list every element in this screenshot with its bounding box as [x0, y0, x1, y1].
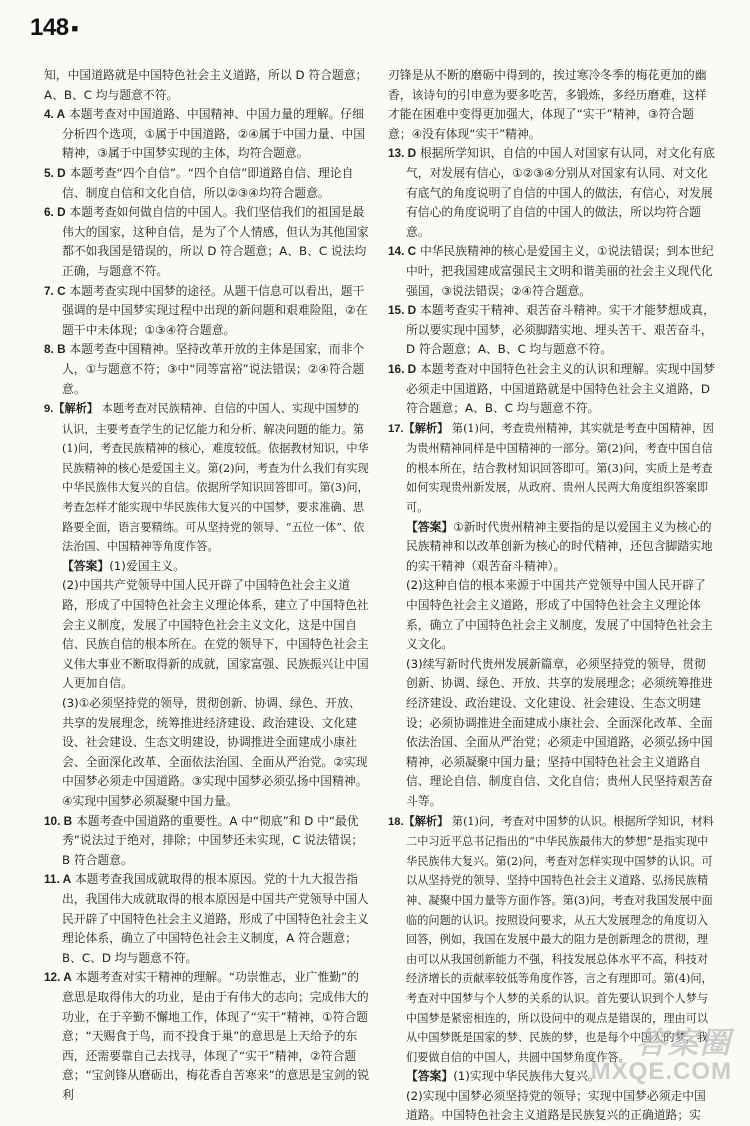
answer-tag: 【答案】: [406, 519, 454, 534]
left-column: [44, 66, 370, 1105]
item-number: 17.【解析】: [388, 422, 449, 435]
watermark-logo: [591, 1018, 732, 1086]
item-text: 本题考查“四个自信”。“四个自信”即道路自信、理论自信、制度自信和文化自信，所以②③④均符合题意。: [62, 165, 354, 200]
item-text: 本题考查对中国道路、中国精神、中国力量的理解。仔细分析四个选项，①属于中国道路，②④属于中国力量、中国精神，③属于中国梦实现的主体，均符合题意。: [62, 107, 366, 161]
answer-paragraph: (3)续写新时代贵州发展新篇章，必须坚持党的领导，贯彻创新、协调、绿色、开放、共享的发展理念；必须统筹推进经济建设、政治建设、文化建设、社会建设、生态文明建设；必须协调推进全面建成小康社会、全面深化改革、全面依法治国、全面从严治党；必须走中国道路，必须弘扬中国精神，必须凝聚中国力量；坚持中国特色社会主义道路自信、理论自信、制度自信、文化自信；贵州人民坚持艰苦奋斗等。: [406, 656, 713, 808]
answer-item: [388, 419, 716, 518]
item-number: 14. C: [388, 244, 417, 259]
right-column: [388, 66, 716, 1126]
watermark-logo-text: 答案圈: [636, 1027, 732, 1060]
answer-paragraph: (2)中国共产党领导中国人民开辟了中国特色社会主义道路，形成了中国特色社会主义理论体系，建立了中国特色社会主义制度，发展了中国特色社会主义文化，这是中国自信、民族自信的根本所在。在党的领导下，中国特色社会主义伟大事业不断取得新的成就，国家富强、民族振兴让中国人更加自信。: [62, 578, 369, 691]
answer-block: [44, 557, 370, 577]
item-text: 中华民族精神的核心是爱国主义，①说法错误；到本世纪中叶，把我国建成富强民主文明和谐美丽的社会主义现代化强国，③说法错误；②④符合题意。: [406, 244, 714, 298]
watermark-url: MXQE.COM: [590, 1058, 732, 1085]
page-number: 148 ■: [30, 14, 78, 41]
item-text: 本题考查中国道路的重要性。A 中“彻底”和 D 中“最优秀”说法过于绝对，排除；中国梦还未实现，C 说法错误；B 符合题意。: [62, 813, 364, 867]
answer-text: (1)实现中华民族伟大复兴。: [453, 1069, 600, 1084]
page-number-marker: ■: [71, 22, 78, 35]
item-text: 本题考查实干精神、艰苦奋斗精神。实干才能梦想成真，所以要实现中国梦，必须脚踏实地、埋头苦干、艰苦奋斗，D 符合题意；A、B、C 均与题意不符。: [406, 303, 715, 357]
continued-text: 知，中国道路就是中国特色社会主义道路，所以 D 符合题意；A、B、C 均与题意不符。: [44, 68, 368, 102]
answer-item: [388, 360, 716, 419]
item-number: 8. B: [44, 342, 66, 357]
answer-tag: 【答案】: [62, 558, 110, 573]
answer-paragraph: (3)①必须坚持党的领导，贯彻创新、协调、绿色、开放、共享的发展理念，统筹推进经济建设、政治建设、文化建设、社会建设、生态文明建设，协调推进全面建成小康社会、全面深化改革、全面依法治国、全面从严治党。②实现中国梦必须走中国道路。③实现中国梦必须弘扬中国精神。④实现中国梦必须凝聚中国力量。: [62, 696, 368, 808]
answer-item: [44, 968, 370, 1105]
item-text: 第(1)问，考查贵州精神，其实就是考查中国精神，因为贵州精神同样是中国精神的一部分。第(2)问，考查中国自信的根本所在，结合教材知识回答即可。第(3)问，实质上是考查如何实现贵州新发展，从政府、贵州人民两大角度组织答案即可。: [406, 421, 714, 515]
item-number: 7. C: [44, 283, 66, 298]
answer-item: [44, 399, 370, 557]
item-number: 10. B: [44, 813, 73, 828]
item-number: 11. A: [44, 872, 72, 887]
item-number: 5. D: [44, 165, 66, 180]
item-text: 本题考查对实干精神的理解。“功崇惟志，业广惟勤”的意思是取得伟大的功业，是由于有伟大的志向；完成伟大的功业，在于辛勤不懈地工作，体现了“实干”精神，①符合题意；“天赐食于鸟，而不投食于巢”的意思是上天给予的东西，还需要靠自己去找寻，体现了“实干”精神，②符合题意；“宝剑锋从磨砺出，梅花香自苦寒来”的意思是宝剑的锐利: [62, 970, 370, 1102]
item-text: 第(1)问，考查对中国梦的认识。根据所学知识，材料二中习近平总书记指出的“中华民族最伟大的梦想”是指实现中华民族伟大复兴。第(2)问，考查对怎样实现中国梦的认识。可以从坚持党的领导、坚持中国特色社会主义道路、弘扬民族精神、凝聚中国力量等方面作答。第(3)问，考查对我国发展中面临的问题的认识。按照设问要求，从五大发展理念的角度切入回答，例如，我国在发展中最大的阻力是创新理念的贯彻，理由可以从我国创新能力不强，科技发展总体水平不高，科技对经济增长的贡献率较低等角度作答，言之有理即可。第(4)问，考查对中国梦与个人梦的关系的认识。首先要认识到个人梦与中国梦是紧密相连的，所以设问中的观点是错误的，理由可以从中国梦既是国家的梦、民族的梦，也是每个中国人的梦，我们要做自信的中国人，共圆中国梦角度作答。: [406, 814, 714, 1064]
item-text: 本题考查我国成就取得的根本原因。党的十九大报告指出，我国伟大成就取得的根本原因是中国共产党领导中国人民开辟了中国特色社会主义道路，形成了中国特色社会主义理论体系，确立了中国特色社会主义制度，A 符合题意；B、C、D 均与题意不符。: [62, 872, 369, 965]
answer-text: ①新时代贵州精神主要指的是以爱国主义为核心的民族精神和以改革创新为核心的时代精神，还包含脚踏实地的实干精神（艰苦奋斗精神）。: [406, 519, 713, 573]
answer-tag: 【答案】: [406, 1069, 454, 1084]
item-number: 9.【解析】: [44, 403, 99, 416]
answer-item: [44, 282, 370, 341]
answer-text: (1)爱国主义。: [109, 558, 185, 573]
item-number: 13. D: [388, 146, 417, 161]
item-text: 本题考查如何做自信的中国人。我们坚信我们的祖国是最伟大的国家，这种自信，是为了个人情感，但认为其他国家都不如我国是错误的，所以 D 符合题意；A、B、C 说法均正确，与题意不符。: [62, 205, 369, 278]
answer-item: [388, 301, 716, 360]
item-text: 本题考查中国精神。坚持改革开放的主体是国家，而非个人，①与题意不符；③中“同等富裕”说法错误；②④符合题意。: [62, 342, 365, 396]
item-text: 本题考查对民族精神、自信的中国人、实现中国梦的认识，主要考查学生的记忆能力和分析、解决问题的能力。第(1)问，考查民族精神的核心，难度较低。依据教材知识，中华民族精神的核心是爱国主义。第(2)问，考查为什么我们有实现中华民族伟大复兴的自信。依据所学知识回答即可。第(3)问，考查怎样才能实现中华民族伟大复兴的中国梦，要求准确、思路要全面，语言要精练。可从坚持党的领导、“五位一体”、依法治国、中国精神等角度作答。: [62, 402, 369, 554]
item-number: 4. A: [44, 107, 66, 122]
answer-block: [388, 518, 716, 577]
answer-item: [44, 164, 370, 203]
answer-item: [388, 242, 716, 301]
item-number: 15. D: [388, 303, 417, 318]
item-text: 本题考查实现中国梦的途径。从题干信息可以看出，题干强调的是中国梦实现过程中出现的新问题和艰难险阻，②在题干中未体现；①③④符合题意。: [62, 283, 368, 337]
item-number: 16. D: [388, 361, 417, 376]
answer-item: [44, 812, 370, 871]
item-number: 18.【解析】: [388, 815, 449, 828]
answer-item: [44, 870, 370, 968]
item-number: 6. D: [44, 205, 66, 220]
answer-item: [44, 203, 370, 281]
continued-text: 刃锋是从不断的磨砺中得到的，挨过寒冷冬季的梅花更加的幽香，该诗句的引申意为要多吃苦，多锻炼，多经历磨难，这样才能在困难中变得更加强大，体现了“实干”精神，③符合题意；④没有体现“实干”精神。: [388, 68, 707, 141]
answer-paragraph: (2)这种自信的根本来源于中国共产党领导中国人民开辟了中国特色社会主义道路，形成了中国特色社会主义理论体系，确立了中国特色社会主义制度，发展了中国特色社会主义文化。: [406, 578, 713, 652]
answer-item: [44, 340, 370, 399]
item-text: 根据所学知识，自信的中国人对国家有认同，对文化有底气，对发展有信心，①②③④分别从对国家有认同、对文化有底气的角度说明了自信的中国人的做法，有信心，对发展有信心的角度说明了自信的中国人的做法，所以均符合题意。: [406, 146, 715, 239]
item-text: 本题考查对中国特色社会主义的认识和理解。实现中国梦必须走中国道路，中国道路就是中国特色社会主义道路，D 符合题意；A、B、C 均与题意不符。: [406, 361, 715, 416]
answer-item: [388, 144, 716, 242]
answer-item: [44, 105, 370, 164]
answer-paragraph: (2)实现中国梦必须坚持党的领导；实现中国梦必须走中国道路。中国特色社会主义道路是民族复兴的正确道路；实: [406, 1088, 706, 1123]
item-number: 12. A: [44, 970, 72, 985]
